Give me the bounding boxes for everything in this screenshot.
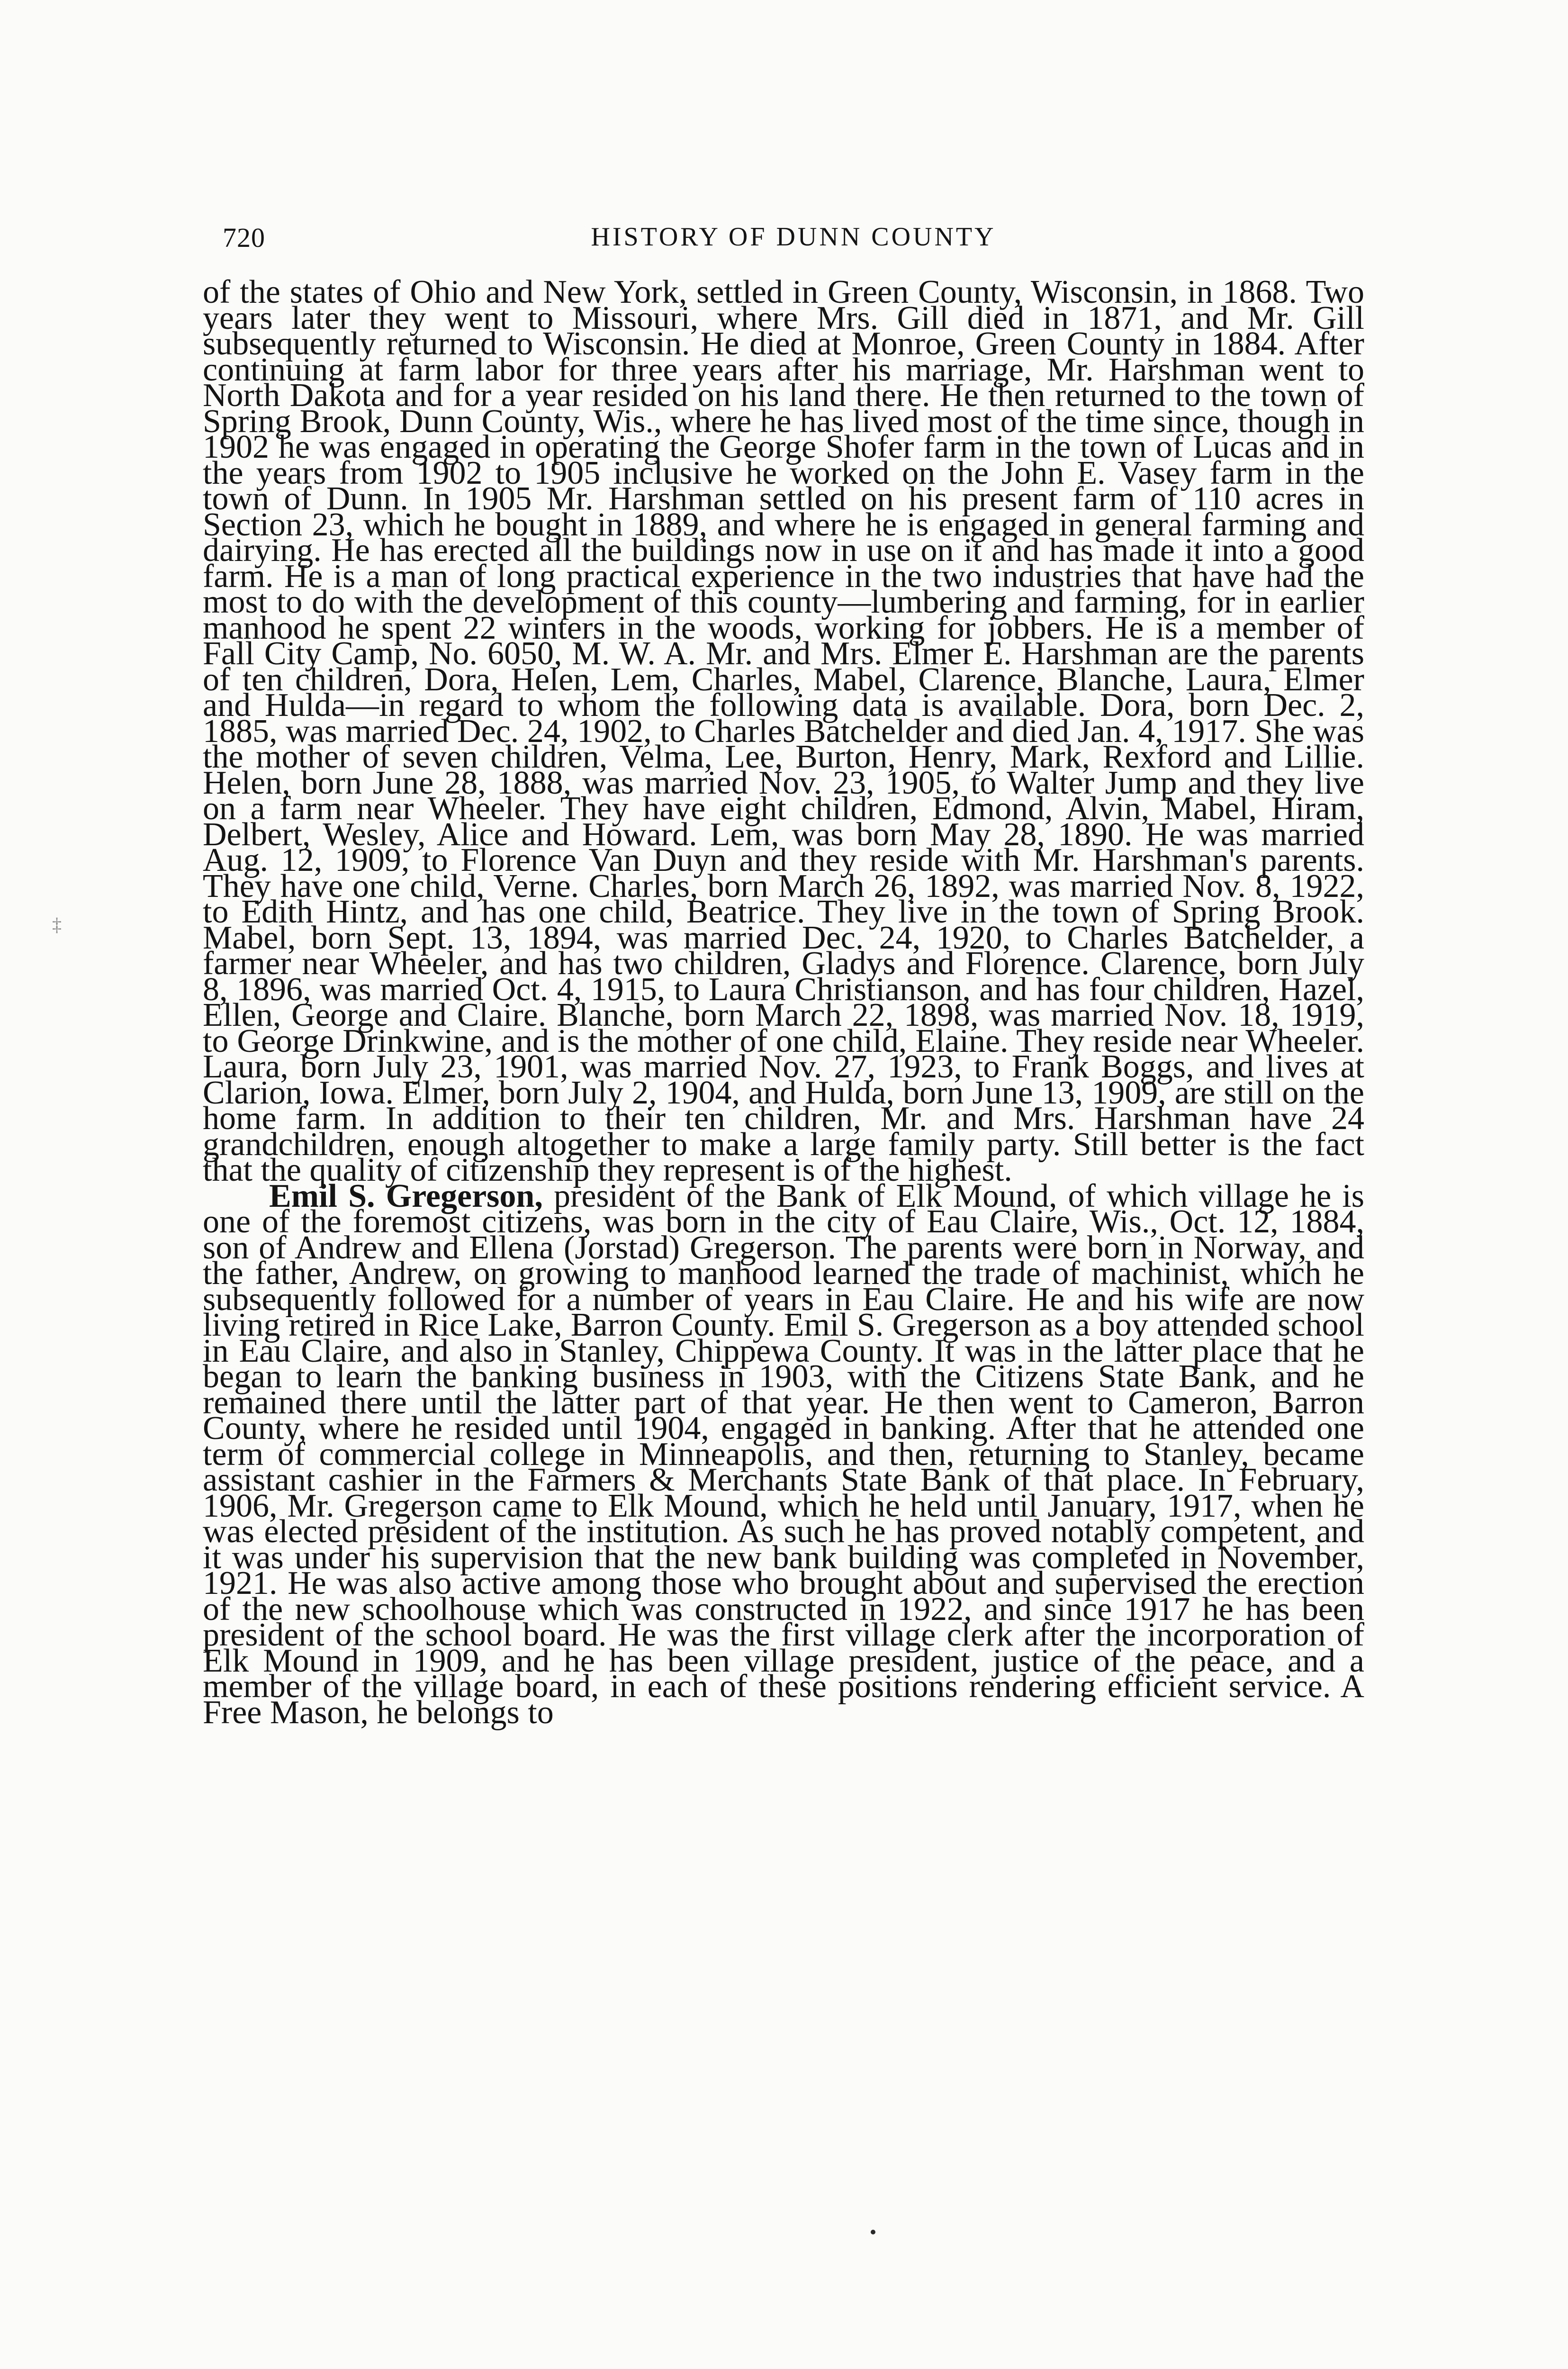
body-text	[203, 274, 1364, 1731]
footer-dot	[871, 2230, 875, 2234]
paragraph-harshman	[203, 274, 1364, 1188]
margin-mark: ‡	[52, 914, 62, 935]
running-title: HISTORY OF DUNN COUNTY	[591, 222, 996, 252]
paragraph-text: of the states of Ohio and New York, settled in Green County, Wisconsin, in 1868. Two years later they went to Missouri, where Mrs. Gill died in 1871, and Mr. Gill subsequently returned to Wisconsin. He died at Monroe, Green County in 1884. After continuing at farm labor for three years after his marriage, Mr. Harshman went to North Dakota and for a year resided on his land there. He then returned to the town of Spring Brook, Dunn County, Wis., where he has lived most of the time since, though in 1902 he was engaged in operating the George Shofer farm in the town of Lucas and in the years from 1902 to 1905 inclusive he worked on the John E. Vasey farm in the town of Dunn. In 1905 Mr. Harshman settled on his present farm of 110 acres in Section 23, which he bought in 1889, and where he is engaged in general farming and dairying. He has erected all the buildings now in use on it and has made it into a good farm. He is a man of long practical experience in the two industries that have had the most to do with the development of this county—lumbering and farming, for in earlier manhood he spent 22 winters in the woods, working for jobbers. He is a member of Fall City Camp, No. 6050, M. W. A. Mr. and Mrs. Elmer E. Harshman are the parents of ten children, Dora, Helen, Lem, Charles, Mabel, Clarence, Blanche, Laura, Elmer and Hulda—in regard to whom the following data is available. Dora, born Dec. 2, 1885, was married Dec. 24, 1902, to Charles Batchelder and died Jan. 4, 1917. She was the mother of seven children, Velma, Lee, Burton, Henry, Mark, Rexford and Lillie. Helen, born June 28, 1888, was married Nov. 23, 1905, to Walter Jump and they live on a farm near Wheeler. They have eight children, Edmond, Alvin, Mabel, Hiram, Delbert, Wesley, Alice and Howard. Lem, was born May 28, 1890. He was married Aug. 12, 1909, to Florence Van Duyn and they reside with Mr. Harshman's parents. They have one child, Verne. Charles, born March 26, 1892, was married Nov. 8, 1922, to Edith Hintz, and has one child, Beatrice. They live in the town of Spring Brook. Mabel, born Sept. 13, 1894, was married Dec. 24, 1920, to Charles Batchelder, a farmer near Wheeler, and has two children, Gladys and Florence. Clarence, born July 8, 1896, was married Oct. 4, 1915, to Laura Christianson, and has four children, Hazel, Ellen, George and Claire. Blanche, born March 22, 1898, was married Nov. 18, 1919, to George Drinkwine, and is the mother of one child, Elaine. They reside near Wheeler. Laura, born July 23, 1901, was married Nov. 27, 1923, to Frank Boggs, and lives at Clarion, Iowa. Elmer, born July 2, 1904, and Hulda, born June 13, 1909, are still on the home farm. In addition to their ten children, Mr. and Mrs. Harshman have 24 grandchildren, enough altogether to make a large family party. Still better is the fact that the quality of citizenship they represent is of the highest.	[203, 274, 1364, 1188]
page-header	[223, 222, 1364, 260]
paragraph-lead-name: Emil S. Gregerson,	[269, 1177, 543, 1214]
paragraph-text: president of the Bank of Elk Mound, of which village he is one of the foremost citizens, was born in the city of Eau Claire, Wis., Oct. 12, 1884, son of Andrew and Ellena (Jorstad) Gregerson. The parents were born in Norway, and the father, Andrew, on growing to manhood learned the trade of machinist, which he subsequently followed for a number of years in Eau Claire. He and his wife are now living retired in Rice Lake, Barron County. Emil S. Gregerson as a boy attended school in Eau Claire, and also in Stanley, Chippewa County. It was in the latter place that he began to learn the banking business in 1903, with the Citizens State Bank, and he remained there until the latter part of that year. He then went to Cameron, Barron County, where he resided until 1904, engaged in banking. After that he attended one term of commercial college in Minneapolis, and then, returning to Stanley, became assistant cashier in the Farmers & Merchants State Bank of that place. In February, 1906, Mr. Gregerson came to Elk Mound, which he held until January, 1917, when he was elected president of the institution. As such he has proved notably competent, and it was under his supervision that the new bank building was completed in November, 1921. He was also active among those who brought about and supervised the erection of the new schoolhouse which was constructed in 1922, and since 1917 he has been president of the school board. He was the first village clerk after the incorporation of Elk Mound in 1909, and he has been village president, justice of the peace, and a member of the village board, in each of these positions rendering efficient service. A Free Mason, he belongs to	[203, 1177, 1364, 1731]
paragraph-gregerson	[203, 1177, 1364, 1731]
page-number: 720	[223, 222, 265, 253]
